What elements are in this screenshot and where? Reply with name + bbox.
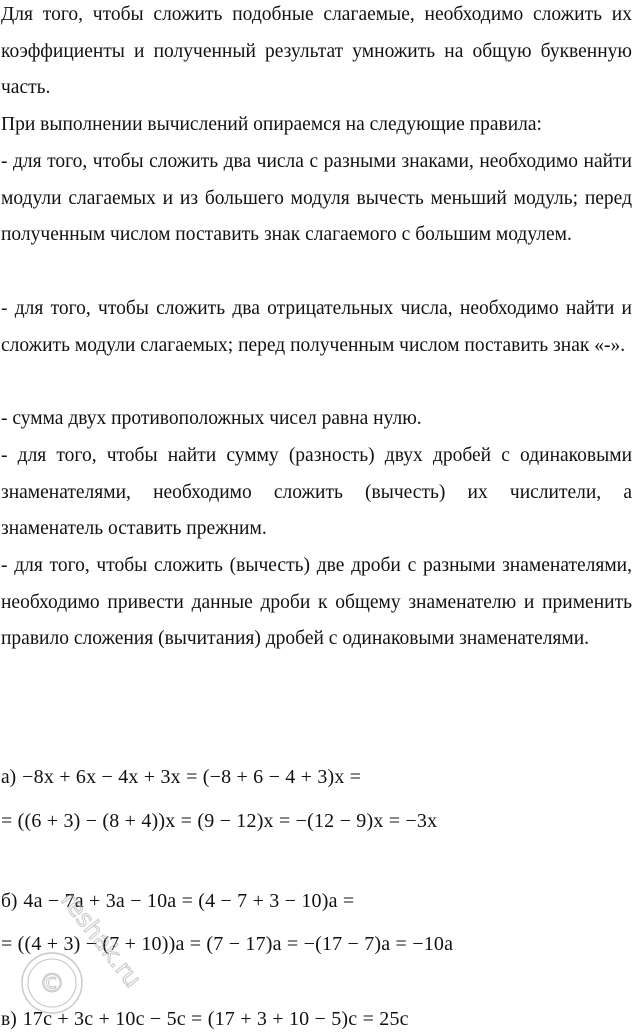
solution-a-expr-2: = ((6 + 3) − (8 + 4))x = (9 − 12)x = −(12 − 9)x = −3x (1, 810, 438, 832)
rules-intro: При выполнении вычислений опираемся на следующие правила: (1, 114, 542, 135)
rule-different-signs: - для того, чтобы сложить два числа с разными знаками, необходимо найти модули слагаемых и из большего модуля вычесть меньший модуль; перед полученным числом поставить знак слагаемого с большим модулем. (1, 151, 632, 246)
rule-two-negatives: - для того, чтобы сложить два отрицательных числа, необходимо найти и сложить модули слагаемых; перед полученным числом поставить знак «-». (1, 298, 632, 356)
solution-v-expr-1: 17c + 3c + 10c − 5c = (17 + 3 + 10 − 5)c = 25c (22, 1008, 409, 1030)
solution-v-label: в) (1, 1009, 17, 1030)
solution-a-label: а) (1, 767, 17, 788)
intro-paragraph: Для того, чтобы сложить подобные слагаемые, необходимо сложить их коэффициенты и полученный результат умножить на общую буквенную часть. (1, 4, 632, 99)
watermark-text: reshak.ru (55, 886, 147, 993)
solution-b-line-1 (1, 889, 354, 914)
rule-same-denominators: - для того, чтобы найти сумму (разность) двух дробей с одинаковыми знаменателями, необходимо сложить (вычесть) их числители, а знаменатель оставить прежним. (1, 445, 632, 540)
solution-b-line-2 (1, 932, 453, 956)
solution-b-label: б) (1, 891, 18, 912)
solution-v-line-1 (1, 1007, 409, 1032)
solution-b-expr-1: 4a − 7a + 3a − 10a = (4 − 7 + 3 − 10)a = (23, 890, 355, 912)
rule-opposites: - сумма двух противоположных чисел равна нулю. (1, 408, 422, 429)
solution-a-expr-1: −8x + 6x − 4x + 3x = (−8 + 6 − 4 + 3)x = (22, 766, 362, 788)
solution-a-line-1 (1, 765, 361, 790)
copyright-symbol: © (39, 969, 65, 999)
solution-b-expr-2: = ((4 + 3) − (7 + 10))a = (7 − 17)a = −(17 − 7)a = −10a (1, 933, 454, 955)
rule-different-denominators: - для того, чтобы сложить (вычесть) две дроби с разными знаменателями, необходимо привести данные дроби к общему знаменателю и применить правило сложения (вычитания) дробей с одинаковыми знаменателями. (1, 555, 632, 650)
solution-a-line-2 (1, 809, 437, 833)
